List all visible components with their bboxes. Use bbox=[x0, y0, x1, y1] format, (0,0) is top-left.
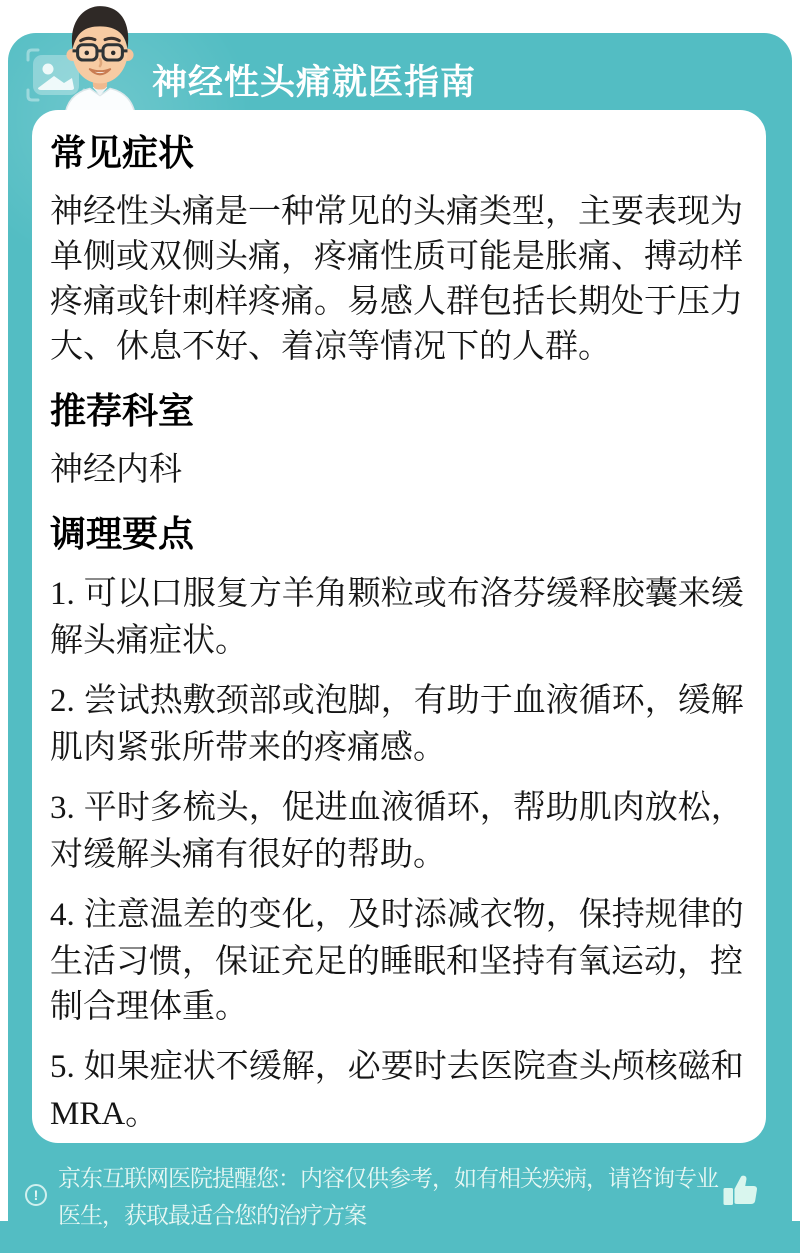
tip-text-latin: MRA。 bbox=[50, 1096, 159, 1132]
department-value: 神经内科 bbox=[50, 450, 182, 487]
tip-number: 1. bbox=[50, 576, 75, 612]
tip-item-1 bbox=[50, 570, 748, 662]
tip-number: 3. bbox=[50, 790, 75, 826]
page-title: 神经性头痛就医指南 bbox=[152, 63, 477, 102]
tip-number: 5. bbox=[50, 1049, 75, 1085]
tip-number: 4. bbox=[50, 897, 75, 933]
info-mark: ! bbox=[33, 1187, 39, 1203]
tip-item-3 bbox=[50, 784, 748, 876]
heading-common-symptoms: 常见症状 bbox=[50, 132, 195, 173]
info-circle-icon bbox=[25, 1184, 47, 1206]
tip-item-5 bbox=[50, 1043, 748, 1137]
tip-text: 如果症状不缓解，必要时去医院查头颅核磁和 bbox=[83, 1047, 744, 1084]
tip-item-2 bbox=[50, 677, 748, 769]
thumbs-up-icon[interactable] bbox=[720, 1170, 762, 1212]
content-card bbox=[32, 110, 766, 1143]
tip-number: 2. bbox=[50, 683, 75, 719]
doctor-avatar bbox=[46, 2, 154, 118]
disclaimer-text: 京东互联网医院提醒您：内容仅供参考，如有相关疾病，请咨询专业医生，获取最适合您的治疗方案 bbox=[58, 1165, 718, 1228]
tip-text: 平时多梳头，促进血液循环，帮助肌肉放松，对缓解头痛有很好的帮助。 bbox=[50, 788, 744, 872]
tip-text: 注意温差的变化，及时添减衣物，保持规律的生活习惯，保证充足的睡眠和坚持有氧运动，控制合理体重。 bbox=[50, 895, 744, 1024]
tip-text: 尝试热敷颈部或泡脚，有助于血液循环，缓解肌肉紧张所带来的疼痛感。 bbox=[50, 681, 744, 765]
tip-item-4 bbox=[50, 891, 748, 1028]
heading-care-tips: 调理要点 bbox=[50, 513, 195, 554]
heading-recommended-department: 推荐科室 bbox=[50, 390, 195, 431]
tip-text: 可以口服复方羊角颗粒或布洛芬缓释胶囊来缓解头痛症状。 bbox=[50, 574, 744, 658]
symptoms-paragraph: 神经性头痛是一种常见的头痛类型，主要表现为单侧或双侧头痛，疼痛性质可能是胀痛、搏动样疼痛或针刺样疼痛。易感人群包括长期处于压力大、休息不好、着凉等情况下的人群。 bbox=[50, 192, 743, 364]
